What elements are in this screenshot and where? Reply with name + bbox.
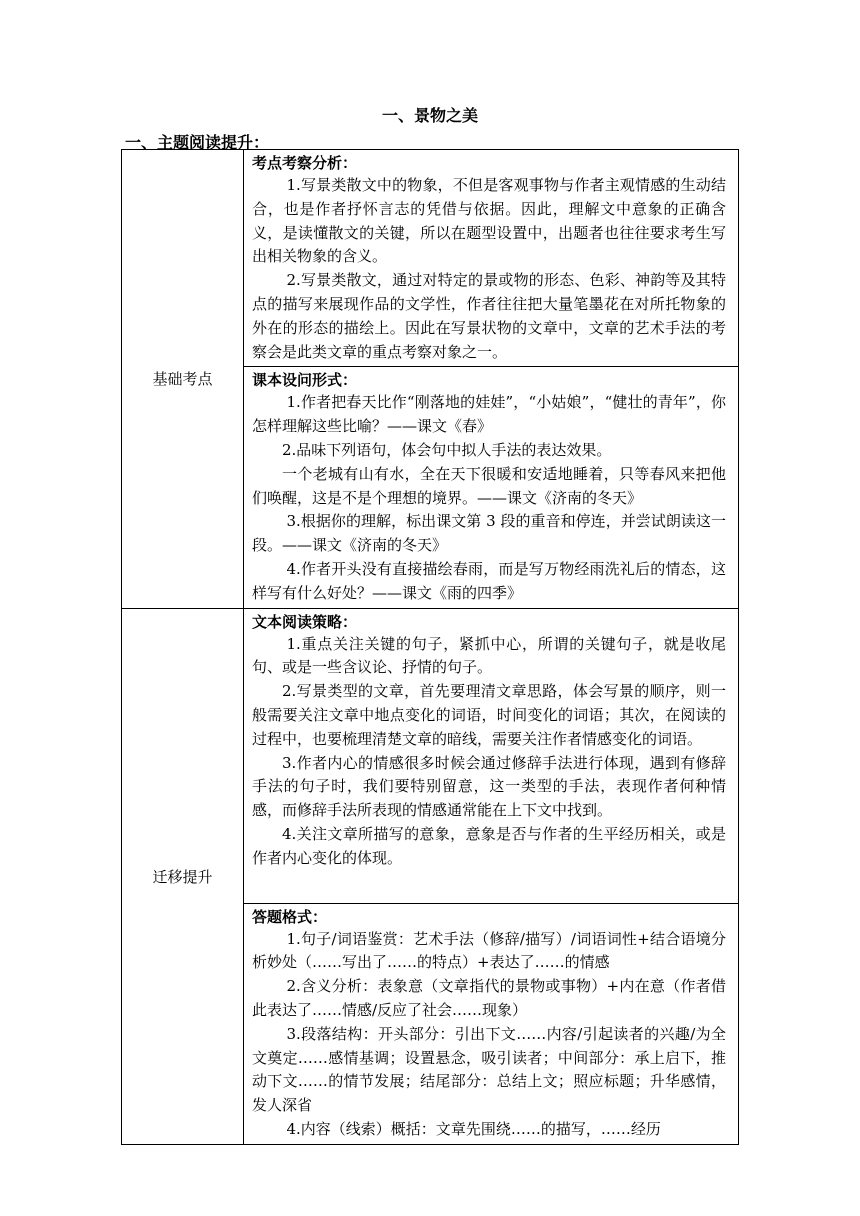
format-paragraph: 4.内容（线索）概括：文章先围绕……的描写，……经历 xyxy=(286,1119,661,1138)
analysis-paragraph: 2.写景类散文，通过对特定的景或物的形态、色彩、神韵等及其特点的描写来展现作品的文学性，作者往往把大量笔墨花在对所托物象的外在的形态的描绘上。因此在写景状物的文章中，文章的艺术手法的考察会是此类文章的重点考察对象之一。 xyxy=(252,271,726,361)
questions-cell xyxy=(244,367,739,608)
strategy-paragraph: 1.重点关注关键的句子，紧抓中心，所谓的关键句子，就是收尾句、或是一些含议论、抒情的句子。 xyxy=(252,634,726,677)
analysis-heading: 考点考察分析： xyxy=(252,154,358,172)
question-paragraph: 2.品味下列语句，体会句中拟人手法的表达效果。 xyxy=(282,440,612,459)
strategy-cell xyxy=(244,608,739,903)
section-heading: 一、主题阅读提升： xyxy=(125,133,270,152)
question-quote: 一个老城有山有水，全在天下很暖和安适地睡着，只等春风来把他们唤醒，这是不是个理想的境界。——课文《济南的冬天》 xyxy=(252,464,726,507)
questions-heading: 课本设问形式： xyxy=(252,371,358,390)
analysis-paragraph: 1.写景类散文中的物象，不但是客观事物与作者主观情感的生动结合，也是作者抒怀言志的凭借与依据。因此，理解文中意象的正确含义，是读懂散文的关键，所以在题型设置中，出题者也往往要求考生写出相关物象的含义。 xyxy=(252,176,726,266)
question-paragraph: 3.根据你的理解，标出课文第 3 段的重音和停连，并尝试朗读这一段。——课文《济南的冬天》 xyxy=(252,512,726,555)
document-title: 一、景物之美 xyxy=(381,106,478,125)
question-paragraph: 4.作者开头没有直接描绘春雨，而是写万物经雨洗礼后的情态，这样写有什么好处？——课文《雨的四季》 xyxy=(252,559,726,602)
strategy-paragraph: 2.写景类型的文章，首先要理清文章思路，体会写景的顺序，则一般需要关注文章中地点变化的词语，时间变化的词语；其次，在阅读的过程中，也要梳理清楚文章的暗线，需要关注作者情感变化的词语。 xyxy=(252,682,726,748)
strategy-heading: 文本阅读策略： xyxy=(252,612,358,631)
format-paragraph: 2.含义分析：表象意（文章指代的景物或事物）+内在意（作者借此表达了……情感/反应了社会……现象） xyxy=(252,977,726,1019)
reading-guide-table xyxy=(121,149,739,1145)
strategy-paragraph: 3.作者内心的情感很多时候会通过修辞手法进行体现，遇到有修辞手法的句子时，我们要特别留意，这一类型的手法，表现作者何种情感，而修辞手法所表现的情感通常能在上下文中找到。 xyxy=(252,753,726,820)
format-heading: 答题格式： xyxy=(252,907,328,926)
row-label-transfer: 迁移提升 xyxy=(122,608,244,1144)
analysis-cell xyxy=(244,150,739,367)
format-paragraph: 3.段落结构：开头部分：引出下文……内容/引起读者的兴趣/为全文奠定……感情基调；设置悬念，吸引读者；中间部分：承上启下，推动下文……的情节发展；结尾部分：总结上文；照应标题；升华感情，发人深省 xyxy=(252,1024,726,1115)
format-paragraph: 1.句子/词语鉴赏：艺术手法（修辞/描写）/词语词性+结合语境分析妙处（……写出了……的特点）+表达了……的情感 xyxy=(252,929,726,972)
question-paragraph: 1.作者把春天比作“刚落地的娃娃”，“小姑娘”，“健壮的青年”，你怎样理解这些比喻？——课文《春》 xyxy=(252,393,726,436)
row-label-basic: 基础考点 xyxy=(122,150,244,609)
strategy-paragraph: 4.关注文章所描写的意象，意象是否与作者的生平经历相关，或是作者内心变化的体现。 xyxy=(252,824,726,867)
table-row xyxy=(122,150,739,367)
format-cell xyxy=(244,903,739,1144)
table-row xyxy=(122,608,739,903)
